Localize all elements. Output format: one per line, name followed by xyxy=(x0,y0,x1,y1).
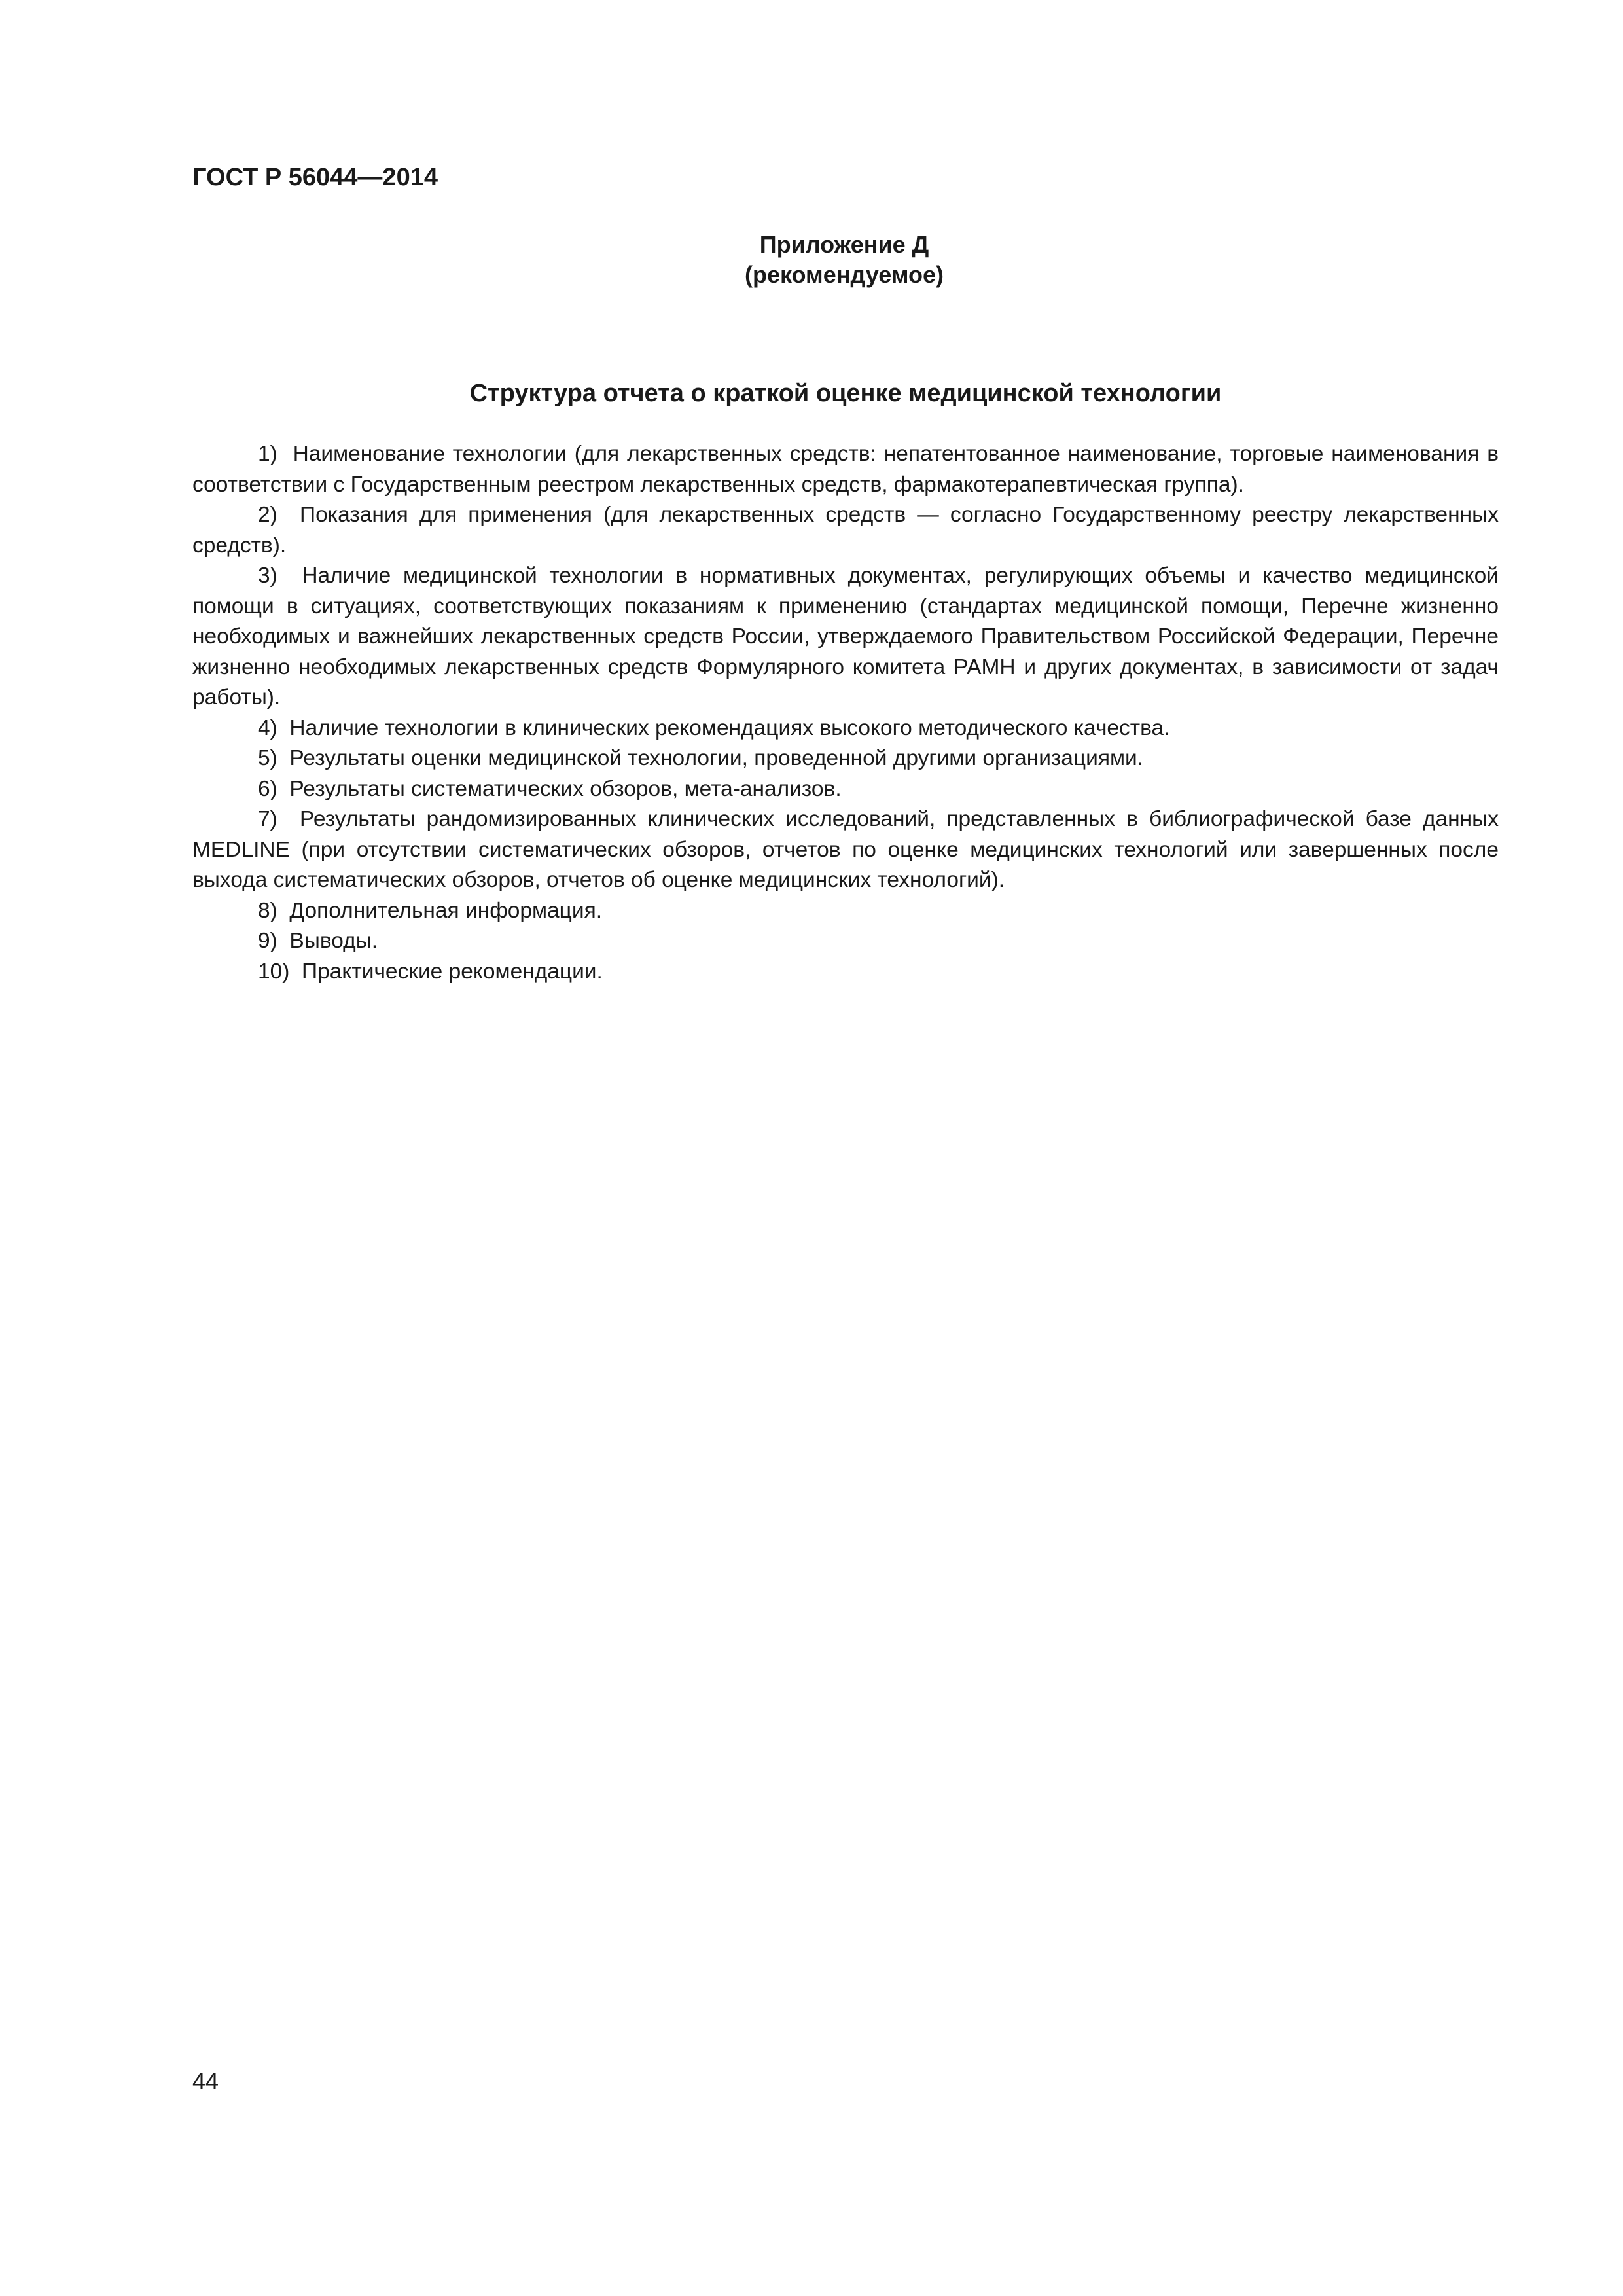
list-item-text: Наличие технологии в клинических рекомендациях высокого методического качества. xyxy=(289,715,1170,740)
list-item-text: Наименование технологии (для лекарственных средств: непатентованное наименование, торговые наименования в соответствии с Государственным реестром лекарственных средств, фармакотерапевтическая группа). xyxy=(192,442,1499,497)
list-item-text: Показания для применения (для лекарственных средств — согласно Государственному реестру лекарственных средств). xyxy=(192,503,1499,558)
page-number: 44 xyxy=(192,2068,219,2094)
list-item-number: 1) xyxy=(258,442,277,466)
list-item-text: Результаты оценки медицинской технологии, проведенной другими организациями. xyxy=(289,746,1144,770)
list-item xyxy=(192,439,1499,500)
list-item xyxy=(192,926,1499,957)
list-item xyxy=(192,744,1499,774)
list-item-text: Наличие медицинской технологии в нормативных документах, регулирующих объемы и качество медицинской помощи в ситуациях, соответствующих показаниям к применению (стандартах медицинской помощи, Перечне жизненно необходимых и важнейших лекарственных средств России, утверждаемого Правительством Российской Федерации, Перечне жизненно необходимых лекарственных средств Формулярного комитета РАМН и других документах, в зависимости от задач работы). xyxy=(192,564,1499,709)
list-item-number: 3) xyxy=(258,564,277,588)
list-item-number: 8) xyxy=(258,898,277,923)
list-item xyxy=(192,774,1499,805)
annex-status: (рекомендуемое) xyxy=(745,261,944,288)
list-item-text: Выводы. xyxy=(289,929,378,953)
list-item-number: 4) xyxy=(258,715,277,740)
list-item xyxy=(192,561,1499,713)
report-structure-list xyxy=(192,439,1499,987)
list-item-number: 2) xyxy=(258,503,277,527)
list-item-number: 10) xyxy=(258,959,290,984)
list-item xyxy=(192,804,1499,896)
list-item-text: Практические рекомендации. xyxy=(302,959,603,984)
standard-designation: ГОСТ Р 56044—2014 xyxy=(192,164,438,191)
list-item xyxy=(192,957,1499,988)
section-title: Структура отчета о краткой оценке медицинской технологии xyxy=(469,380,1222,407)
list-item-number: 7) xyxy=(258,807,277,831)
list-item xyxy=(192,896,1499,927)
list-item-number: 5) xyxy=(258,746,277,770)
list-item-text: Дополнительная информация. xyxy=(289,898,603,923)
list-item-number: 6) xyxy=(258,776,277,801)
list-item xyxy=(192,713,1499,744)
annex-title: Приложение Д xyxy=(759,231,929,258)
list-item xyxy=(192,500,1499,561)
list-item-text: Результаты систематических обзоров, мета-анализов. xyxy=(289,776,842,801)
list-item-number: 9) xyxy=(258,929,277,953)
list-item-text: Результаты рандомизированных клинических исследований, представленных в библиографической базе данных MEDLINE (при отсутствии систематических обзоров, отчетов по оценке медицинских технологий или завершенных после выхода систематических обзоров, отчетов об оценке медицинских технологий). xyxy=(192,807,1499,892)
